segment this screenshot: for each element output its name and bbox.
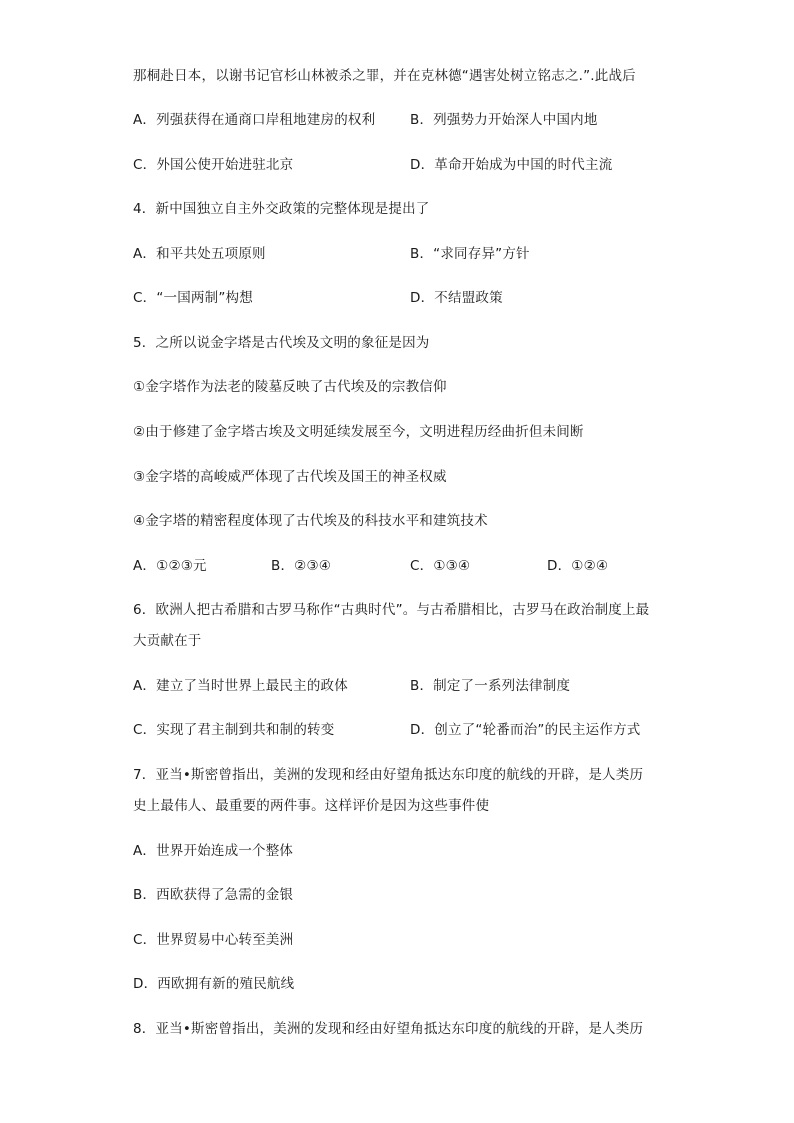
q5-option-c: C．①③④	[410, 558, 471, 574]
q3-option-b: B．列强势力开始深人中国内地	[410, 112, 598, 128]
q7-option-a: A．世界开始连成一个整体	[133, 843, 294, 859]
q7-option-b: B．西欧获得了急需的金银	[133, 887, 294, 903]
q3-option-c: C．外国公使开始进驻北京	[133, 157, 294, 173]
q7-option-c: C．世界贸易中心转至美洲	[133, 932, 294, 948]
q5-option-a: A．①②③元	[133, 558, 207, 574]
q4-option-d: D．不结盟政策	[410, 290, 503, 306]
q5-statement-3: ③金字塔的高峻威严体现了古代埃及国王的神圣权威	[133, 469, 447, 485]
q5-statement-2: ②由于修建了金字塔古埃及文明延续发展至今，文明进程历经曲折但未间断	[133, 424, 584, 440]
q4-option-b: B．“求同存异”方针	[410, 246, 530, 262]
q4-option-a: A．和平共处五项原则	[133, 246, 266, 262]
q7-option-d: D．西欧拥有新的殖民航线	[133, 976, 295, 992]
q3-option-a: A．列强获得在通商口岸租地建房的权利	[133, 112, 376, 128]
q3-option-d: D．革命开始成为中国的时代主流	[410, 157, 613, 173]
q3-stem-tail: 那桐赴日本，以谢书记官杉山林被杀之罪，并在克林德“遇害处树立铭志之.”.此战后	[133, 68, 636, 84]
q8-stem-line1: 8．亚当•斯密曾指出，美洲的发现和经由好望角抵达东印度的航线的开辟，是人类历	[133, 1021, 644, 1037]
q5-statement-1: ①金字塔作为法老的陵墓反映了古代埃及的宗教信仰	[133, 379, 447, 395]
q5-statement-4: ④金字塔的精密程度体现了古代埃及的科技水平和建筑技术	[133, 513, 488, 529]
q5-option-b: B．②③④	[271, 558, 332, 574]
q6-option-d: D．创立了“轮番而治”的民主运作方式	[410, 722, 641, 738]
q6-stem-line1: 6．欧洲人把古希腊和古罗马称作“古典时代”。与古希腊相比，古罗马在政治制度上最	[133, 602, 650, 618]
q6-option-c: C．实现了君主制到共和制的转变	[133, 722, 335, 738]
q7-stem-line2: 史上最伟人、最重要的两件事。这样评价是因为这些事件使	[133, 798, 490, 814]
q5-option-d: D．①②④	[547, 558, 609, 574]
q4-stem: 4．新中国独立自主外交政策的完整体现是提出了	[133, 201, 430, 217]
q6-option-b: B．制定了一系列法律制度	[410, 678, 571, 694]
q4-option-c: C．“一国两制”构想	[133, 290, 253, 306]
q6-stem-line2: 大贡献在于	[133, 633, 202, 649]
q6-option-a: A．建立了当时世界上最民主的政体	[133, 678, 348, 694]
q5-stem: 5．之所以说金字塔是古代埃及文明的象征是因为	[133, 335, 430, 351]
q7-stem-line1: 7．亚当•斯密曾指出，美洲的发现和经由好望角抵达东印度的航线的开辟，是人类历	[133, 767, 644, 783]
